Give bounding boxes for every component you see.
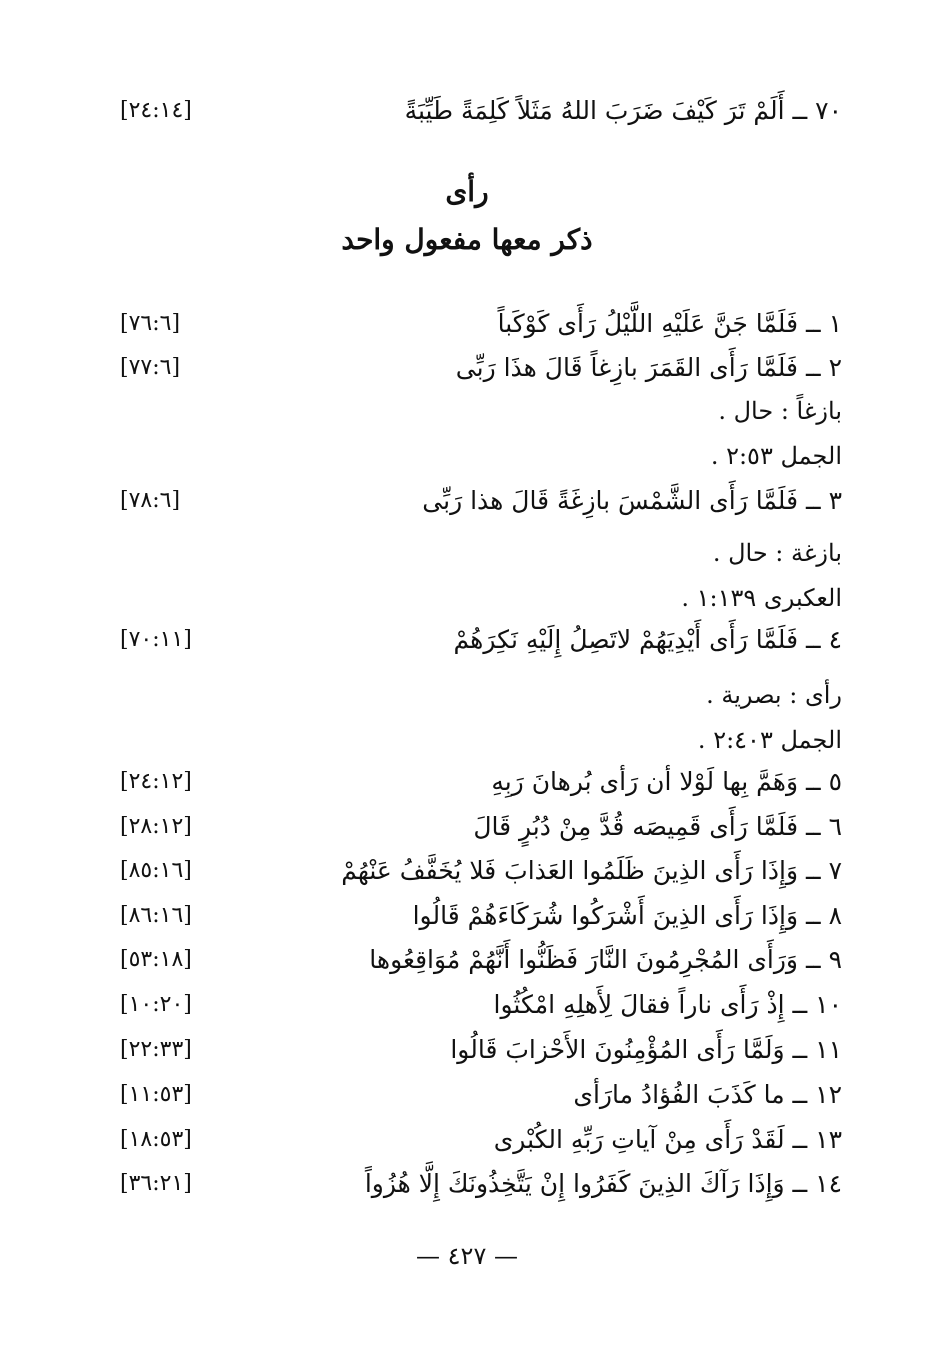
- grammar-note: بازغاً : حال .: [718, 397, 842, 425]
- verse-reference: [٢٨:١٢]: [120, 814, 192, 839]
- verse-text: ١ ــ فَلَمَّا جَنَّ عَلَيْهِ اللَّيْلُ رَأَى كَوْكَباً: [497, 309, 842, 338]
- section-title: رأى: [445, 175, 489, 208]
- verse-text: ٧٠ ــ أَلَمْ تَرَ كَيْفَ ضَرَبَ اللهُ مَثَلاً كَلِمَةً طَيِّبَةً: [404, 96, 842, 125]
- verse-line-7: [100, 851, 842, 891]
- source-note: الجمل ٢:٥٣ .: [710, 442, 842, 470]
- verse-line-6: [100, 807, 842, 847]
- page-number: — ٤٢٧ —: [416, 1242, 518, 1270]
- verse-text: ١١ ــ وَلَمَّا رَأَى المُؤْمِنُونَ الأَحْزابَ قَالُوا: [450, 1035, 842, 1064]
- verse-line-4: [100, 620, 842, 660]
- grammar-note: بازغة : حال .: [712, 539, 842, 567]
- verse-line-5: [100, 762, 842, 802]
- verse-line-14: [100, 1164, 842, 1204]
- verse-reference: [١١:٥٣]: [120, 1082, 192, 1107]
- verse-line-9: [100, 940, 842, 980]
- verse-text: ١٢ ــ ما كَذَبَ الفُؤادُ مارَأى: [573, 1080, 842, 1109]
- verse-reference: [٧٦:٦]: [120, 311, 181, 336]
- verse-text: ٨ ــ وَإِذَا رَأَى الذِينَ أَشْرَكُوا شُرَكَاءَهُمْ قَالُوا: [412, 901, 842, 930]
- verse-reference: [١٨:٥٣]: [120, 1127, 192, 1152]
- verse-text: ٩ ــ وَرَأَى المُجْرِمُونَ النَّارَ فَظَنُّوا أَنَّهُمْ مُوَاقِعُوها: [369, 945, 842, 974]
- verse-text: ١٤ ــ وَإِذَا رَآكَ الذِينَ كَفَرُوا إِنْ يَتَّخِذُونَكَ إِلَّا هُزُواً: [364, 1169, 842, 1198]
- verse-line-12: [100, 1075, 842, 1115]
- verse-reference: [٢٤:١٤]: [120, 98, 192, 123]
- verse-text: ٧ ــ وَإِذَا رَأَى الذِينَ ظَلَمُوا العَذابَ فَلا يُخَفَّفُ عَنْهُمْ: [341, 856, 842, 885]
- verse-reference: [٣٦:٢١]: [120, 1171, 192, 1196]
- verse-text: ٢ ــ فَلَمَّا رَأَى القَمَرَ بازِغاً قَالَ هذَا رَبِّى: [455, 353, 842, 382]
- verse-line-13: [100, 1120, 842, 1160]
- verse-text: ١٣ ــ لَقَدْ رَأَى مِنْ آياتِ رَبِّهِ الكُبْرى: [493, 1125, 842, 1154]
- source-note: العكبرى ١:١٣٩ .: [681, 584, 842, 612]
- verse-line-3: [100, 481, 842, 521]
- section-subtitle: ذكر معها مفعول واحد: [341, 223, 593, 256]
- source-note: الجمل ٢:٤٠٣ .: [697, 726, 842, 754]
- verse-text: ٣ ــ فَلَمَّا رَأَى الشَّمْسَ بازِغَةً قَالَ هذا رَبِّى: [422, 486, 842, 515]
- grammar-note: رأى : بصرية .: [706, 681, 842, 709]
- verse-line-2: [100, 348, 842, 388]
- verse-line-8: [100, 896, 842, 936]
- verse-reference: [٧٠:١١]: [120, 627, 192, 652]
- verse-reference: [٧٧:٦]: [120, 355, 181, 380]
- verse-reference: [٥٣:١٨]: [120, 947, 192, 972]
- verse-line-10: [100, 985, 842, 1025]
- verse-text: ١٠ ــ إِذْ رَأَى ناراً فقالَ لِأَهلِهِ امْكُثُوا: [493, 990, 842, 1019]
- verse-line-1: [100, 304, 842, 344]
- verse-reference: [٢٢:٣٣]: [120, 1037, 192, 1062]
- verse-text: ٥ ــ وَهَمَّ بِها لَوْلا أن رَأى بُرهانَ رَبِهِ: [491, 767, 842, 796]
- verse-line-11: [100, 1030, 842, 1070]
- verse-text: ٤ ــ فَلَمَّا رَأَى أَيْدِيَهُمْ لاتَصِلُ إِلَيْهِ نَكِرَهُمْ: [453, 625, 842, 654]
- verse-reference: [٨٦:١٦]: [120, 903, 192, 928]
- verse-reference: [٧٨:٦]: [120, 488, 181, 513]
- verse-reference: [١٠:٢٠]: [120, 992, 192, 1017]
- verse-reference: [٢٤:١٢]: [120, 769, 192, 794]
- verse-line-70: [100, 91, 842, 131]
- verse-text: ٦ ــ فَلَمَّا رَأَى قَمِيصَه قُدَّ مِنْ دُبُرٍ قَالَ: [473, 812, 842, 841]
- verse-reference: [٨٥:١٦]: [120, 858, 192, 883]
